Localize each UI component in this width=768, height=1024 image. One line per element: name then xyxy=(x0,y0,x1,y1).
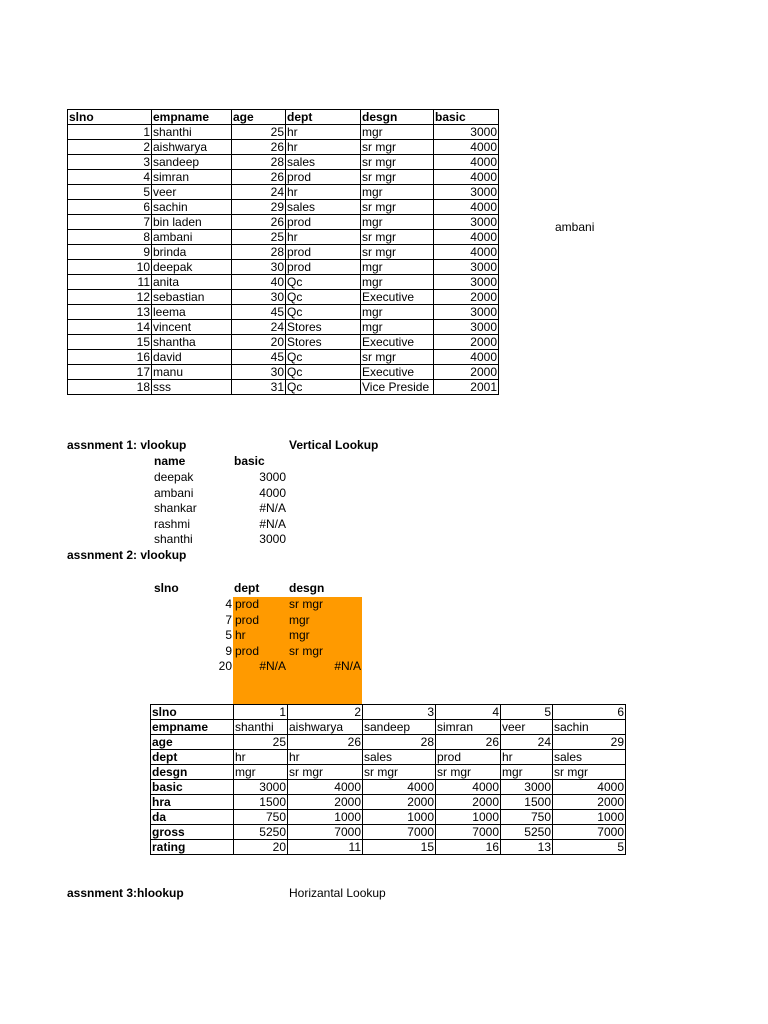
table-row xyxy=(68,305,499,320)
table-row xyxy=(151,810,626,825)
employee-cell-slno: 18 xyxy=(68,380,152,395)
hlookup-cell: 4000 xyxy=(436,780,501,795)
employee-cell-slno: 14 xyxy=(68,320,152,335)
employee-cell-slno: 12 xyxy=(68,290,152,305)
employee-cell-empname: david xyxy=(152,350,232,365)
assignment2-desgn: sr mgr xyxy=(289,597,323,611)
employee-cell-dept: sales xyxy=(286,155,361,170)
hlookup-label-rating: rating xyxy=(151,840,234,855)
hlookup-cell: mgr xyxy=(501,765,553,780)
employee-cell-basic: 4000 xyxy=(434,245,499,260)
assignment1-basic: #N/A xyxy=(259,516,286,531)
hlookup-cell: 3 xyxy=(363,705,436,720)
assignment1-subtitle: Vertical Lookup xyxy=(289,438,379,452)
hlookup-cell: 2000 xyxy=(363,795,436,810)
employee-table xyxy=(67,109,499,395)
table-row xyxy=(68,230,499,245)
employee-cell-basic: 3000 xyxy=(434,185,499,200)
assignment2-dept: prod xyxy=(235,643,260,658)
employee-cell-empname: leema xyxy=(152,305,232,320)
hlookup-cell: sales xyxy=(553,750,626,765)
assignment2-slno: 5 xyxy=(225,628,232,642)
employee-cell-age: 45 xyxy=(232,350,286,365)
employee-cell-desgn: mgr xyxy=(361,215,434,230)
table-row xyxy=(151,735,626,750)
employee-header-row xyxy=(68,110,499,125)
employee-header-slno: slno xyxy=(68,110,152,125)
hlookup-cell: 2000 xyxy=(553,795,626,810)
employee-cell-dept: prod xyxy=(286,245,361,260)
hlookup-label-empname: empname xyxy=(151,720,234,735)
table-row xyxy=(68,260,499,275)
hlookup-cell: 4000 xyxy=(288,780,363,795)
assignment1-basic: 3000 xyxy=(259,470,286,484)
assignment1-name: ambani xyxy=(154,485,194,500)
table-row xyxy=(68,320,499,335)
employee-cell-desgn: mgr xyxy=(361,260,434,275)
employee-cell-age: 26 xyxy=(232,215,286,230)
hlookup-cell: 13 xyxy=(501,840,553,855)
employee-cell-age: 25 xyxy=(232,125,286,140)
employee-cell-slno: 16 xyxy=(68,350,152,365)
table-row xyxy=(151,720,626,735)
employee-cell-dept: hr xyxy=(286,125,361,140)
hlookup-cell: 26 xyxy=(288,735,363,750)
assignment1-name: deepak xyxy=(154,470,194,484)
employee-cell-empname: aishwarya xyxy=(152,140,232,155)
employee-cell-dept: hr xyxy=(286,230,361,245)
table-row xyxy=(68,335,499,350)
employee-cell-slno: 1 xyxy=(68,125,152,140)
hlookup-cell: veer xyxy=(501,720,553,735)
hlookup-cell: shanthi xyxy=(234,720,288,735)
table-row xyxy=(68,215,499,230)
hlookup-cell: hr xyxy=(501,750,553,765)
employee-cell-desgn: mgr xyxy=(361,275,434,290)
employee-cell-age: 25 xyxy=(232,230,286,245)
hlookup-cell: sr mgr xyxy=(288,765,363,780)
employee-cell-dept: Qc xyxy=(286,290,361,305)
hlookup-cell: 1000 xyxy=(436,810,501,825)
assignment1-header-name: name xyxy=(154,454,186,468)
assignment2-dept: prod xyxy=(235,597,260,611)
assignment3-subtitle: Horizantal Lookup xyxy=(289,886,386,900)
hlookup-label-gross: gross xyxy=(151,825,234,840)
table-row xyxy=(151,795,626,810)
employee-cell-desgn: Executive xyxy=(361,290,434,305)
hlookup-label-dept: dept xyxy=(151,750,234,765)
employee-header-empname: empname xyxy=(152,110,232,125)
assignment1-header-basic: basic xyxy=(234,454,265,468)
assignment2-slno: 4 xyxy=(225,597,232,611)
employee-cell-desgn: Executive xyxy=(361,365,434,380)
assignment2-header-desgn: desgn xyxy=(289,581,325,595)
employee-cell-basic: 3000 xyxy=(434,260,499,275)
employee-cell-desgn: mgr xyxy=(361,185,434,200)
table-row xyxy=(68,200,499,215)
side-note: ambani xyxy=(555,220,595,234)
hlookup-cell: sr mgr xyxy=(436,765,501,780)
table-row xyxy=(68,185,499,200)
employee-cell-empname: sss xyxy=(152,380,232,395)
employee-cell-empname: deepak xyxy=(152,260,232,275)
table-row xyxy=(68,365,499,380)
employee-cell-basic: 3000 xyxy=(434,215,499,230)
assignment2-dept: #N/A xyxy=(259,659,286,673)
employee-cell-basic: 3000 xyxy=(434,320,499,335)
hlookup-cell: hr xyxy=(234,750,288,765)
hlookup-label-desgn: desgn xyxy=(151,765,234,780)
employee-cell-desgn: sr mgr xyxy=(361,350,434,365)
employee-cell-slno: 8 xyxy=(68,230,152,245)
employee-cell-dept: Qc xyxy=(286,350,361,365)
hlookup-label-hra: hra xyxy=(151,795,234,810)
employee-cell-basic: 4000 xyxy=(434,230,499,245)
employee-cell-dept: prod xyxy=(286,215,361,230)
employee-cell-age: 28 xyxy=(232,155,286,170)
employee-cell-dept: Stores xyxy=(286,320,361,335)
employee-cell-dept: Qc xyxy=(286,275,361,290)
assignment2-header-dept: dept xyxy=(234,581,260,595)
hlookup-cell: sr mgr xyxy=(363,765,436,780)
employee-cell-basic: 2001 xyxy=(434,380,499,395)
hlookup-cell: 1 xyxy=(234,705,288,720)
hlookup-cell: 750 xyxy=(234,810,288,825)
employee-cell-basic: 3000 xyxy=(434,125,499,140)
hlookup-cell: prod xyxy=(436,750,501,765)
hlookup-label-age: age xyxy=(151,735,234,750)
assignment1-name: shanthi xyxy=(154,532,193,546)
hlookup-cell: sachin xyxy=(553,720,626,735)
employee-cell-desgn: mgr xyxy=(361,125,434,140)
employee-cell-basic: 3000 xyxy=(434,275,499,290)
hlookup-cell: 16 xyxy=(436,840,501,855)
employee-cell-dept: Stores xyxy=(286,335,361,350)
employee-cell-age: 26 xyxy=(232,170,286,185)
employee-cell-desgn: Vice Preside xyxy=(361,380,434,395)
table-row xyxy=(68,155,499,170)
assignment2-slno: 20 xyxy=(218,659,232,673)
employee-cell-basic: 2000 xyxy=(434,335,499,350)
hlookup-cell: 1000 xyxy=(363,810,436,825)
employee-cell-desgn: sr mgr xyxy=(361,170,434,185)
table-row xyxy=(68,275,499,290)
employee-cell-age: 20 xyxy=(232,335,286,350)
assignment1-name: rashmi xyxy=(154,516,191,531)
hlookup-cell: 750 xyxy=(501,810,553,825)
assignment3-title: assnment 3:hlookup xyxy=(67,886,184,900)
hlookup-cell: sandeep xyxy=(363,720,436,735)
employee-cell-slno: 5 xyxy=(68,185,152,200)
employee-cell-slno: 15 xyxy=(68,335,152,350)
employee-cell-slno: 11 xyxy=(68,275,152,290)
hlookup-cell: 5250 xyxy=(234,825,288,840)
table-row xyxy=(68,380,499,395)
employee-cell-empname: shanthi xyxy=(152,125,232,140)
employee-cell-slno: 10 xyxy=(68,260,152,275)
assignment2-desgn: mgr xyxy=(289,628,310,642)
table-row xyxy=(151,765,626,780)
employee-cell-dept: prod xyxy=(286,170,361,185)
table-row xyxy=(68,125,499,140)
employee-cell-basic: 3000 xyxy=(434,305,499,320)
employee-cell-empname: sandeep xyxy=(152,155,232,170)
employee-cell-desgn: mgr xyxy=(361,305,434,320)
hlookup-cell: 25 xyxy=(234,735,288,750)
employee-cell-age: 31 xyxy=(232,380,286,395)
hlookup-cell: 2 xyxy=(288,705,363,720)
employee-cell-dept: sales xyxy=(286,200,361,215)
hlookup-cell: 28 xyxy=(363,735,436,750)
employee-header-desgn: desgn xyxy=(361,110,434,125)
employee-cell-dept: Qc xyxy=(286,305,361,320)
employee-cell-slno: 7 xyxy=(68,215,152,230)
assignment2-desgn: mgr xyxy=(289,612,310,627)
hlookup-cell: 4000 xyxy=(553,780,626,795)
employee-cell-age: 30 xyxy=(232,290,286,305)
employee-cell-dept: Qc xyxy=(286,365,361,380)
employee-cell-basic: 4000 xyxy=(434,170,499,185)
employee-cell-empname: brinda xyxy=(152,245,232,260)
hlookup-cell: 26 xyxy=(436,735,501,750)
employee-cell-dept: prod xyxy=(286,260,361,275)
employee-header-dept: dept xyxy=(286,110,361,125)
assignment1-title: assnment 1: vlookup xyxy=(67,438,187,452)
employee-cell-age: 45 xyxy=(232,305,286,320)
table-row xyxy=(68,170,499,185)
table-row xyxy=(151,705,626,720)
employee-cell-empname: manu xyxy=(152,365,232,380)
employee-cell-empname: sebastian xyxy=(152,290,232,305)
table-row xyxy=(68,350,499,365)
employee-cell-age: 40 xyxy=(232,275,286,290)
employee-cell-slno: 13 xyxy=(68,305,152,320)
employee-cell-desgn: sr mgr xyxy=(361,230,434,245)
table-row xyxy=(151,750,626,765)
hlookup-cell: 20 xyxy=(234,840,288,855)
employee-cell-desgn: mgr xyxy=(361,320,434,335)
assignment2-header-slno: slno xyxy=(154,581,179,595)
hlookup-cell: 7000 xyxy=(553,825,626,840)
hlookup-cell: 1000 xyxy=(553,810,626,825)
hlookup-cell: 5 xyxy=(553,840,626,855)
employee-cell-age: 30 xyxy=(232,365,286,380)
employee-cell-empname: simran xyxy=(152,170,232,185)
assignment1-basic: 4000 xyxy=(259,485,286,500)
employee-cell-basic: 2000 xyxy=(434,365,499,380)
hlookup-cell: 1500 xyxy=(501,795,553,810)
hlookup-label-da: da xyxy=(151,810,234,825)
hlookup-label-basic: basic xyxy=(151,780,234,795)
hlookup-table xyxy=(150,704,626,855)
assignment2-slno: 7 xyxy=(225,612,232,627)
hlookup-cell: 7000 xyxy=(288,825,363,840)
hlookup-cell: 7000 xyxy=(436,825,501,840)
employee-cell-slno: 2 xyxy=(68,140,152,155)
hlookup-cell: 5 xyxy=(501,705,553,720)
employee-cell-basic: 4000 xyxy=(434,200,499,215)
hlookup-cell: hr xyxy=(288,750,363,765)
employee-header-basic: basic xyxy=(434,110,499,125)
employee-cell-age: 24 xyxy=(232,320,286,335)
employee-cell-age: 29 xyxy=(232,200,286,215)
hlookup-cell: simran xyxy=(436,720,501,735)
hlookup-cell: 3000 xyxy=(234,780,288,795)
employee-cell-basic: 4000 xyxy=(434,155,499,170)
table-row xyxy=(151,780,626,795)
hlookup-cell: 11 xyxy=(288,840,363,855)
assignment2-dept: hr xyxy=(235,628,246,642)
assignment2-slno: 9 xyxy=(225,643,232,658)
employee-cell-empname: bin laden xyxy=(152,215,232,230)
employee-cell-dept: hr xyxy=(286,140,361,155)
employee-cell-basic: 2000 xyxy=(434,290,499,305)
hlookup-cell: 6 xyxy=(553,705,626,720)
employee-cell-age: 30 xyxy=(232,260,286,275)
employee-cell-slno: 9 xyxy=(68,245,152,260)
hlookup-cell: 1500 xyxy=(234,795,288,810)
hlookup-cell: sr mgr xyxy=(553,765,626,780)
assignment2-desgn: sr mgr xyxy=(289,643,323,658)
employee-cell-desgn: sr mgr xyxy=(361,155,434,170)
employee-cell-slno: 3 xyxy=(68,155,152,170)
employee-cell-desgn: sr mgr xyxy=(361,245,434,260)
employee-cell-slno: 6 xyxy=(68,200,152,215)
employee-cell-age: 24 xyxy=(232,185,286,200)
employee-cell-dept: Qc xyxy=(286,380,361,395)
hlookup-cell: 29 xyxy=(553,735,626,750)
hlookup-cell: 3000 xyxy=(501,780,553,795)
employee-cell-slno: 17 xyxy=(68,365,152,380)
employee-cell-basic: 4000 xyxy=(434,140,499,155)
table-row xyxy=(68,140,499,155)
employee-cell-age: 26 xyxy=(232,140,286,155)
hlookup-cell: 4 xyxy=(436,705,501,720)
hlookup-cell: 24 xyxy=(501,735,553,750)
employee-cell-empname: ambani xyxy=(152,230,232,245)
employee-cell-empname: shantha xyxy=(152,335,232,350)
employee-cell-empname: anita xyxy=(152,275,232,290)
employee-cell-empname: vincent xyxy=(152,320,232,335)
employee-cell-empname: sachin xyxy=(152,200,232,215)
assignment1-basic: #N/A xyxy=(259,501,286,515)
employee-header-age: age xyxy=(232,110,286,125)
employee-cell-dept: hr xyxy=(286,185,361,200)
hlookup-cell: sales xyxy=(363,750,436,765)
employee-cell-basic: 4000 xyxy=(434,350,499,365)
table-row xyxy=(151,825,626,840)
hlookup-cell: 5250 xyxy=(501,825,553,840)
employee-cell-desgn: Executive xyxy=(361,335,434,350)
hlookup-cell: 7000 xyxy=(363,825,436,840)
assignment1-name: shankar xyxy=(154,501,197,515)
hlookup-cell: aishwarya xyxy=(288,720,363,735)
employee-cell-desgn: sr mgr xyxy=(361,140,434,155)
hlookup-cell: 2000 xyxy=(436,795,501,810)
assignment2-desgn: #N/A xyxy=(334,659,361,673)
hlookup-cell: 15 xyxy=(363,840,436,855)
employee-cell-desgn: sr mgr xyxy=(361,200,434,215)
employee-cell-age: 28 xyxy=(232,245,286,260)
assignment2-title: assnment 2: vlookup xyxy=(67,548,187,562)
hlookup-cell: 2000 xyxy=(288,795,363,810)
assignment1-basic: 3000 xyxy=(259,532,286,546)
table-row xyxy=(68,290,499,305)
employee-cell-slno: 4 xyxy=(68,170,152,185)
assignment2-dept: prod xyxy=(235,612,260,627)
hlookup-cell: 1000 xyxy=(288,810,363,825)
hlookup-cell: mgr xyxy=(234,765,288,780)
table-row xyxy=(68,245,499,260)
employee-cell-empname: veer xyxy=(152,185,232,200)
hlookup-cell: 4000 xyxy=(363,780,436,795)
table-row xyxy=(151,840,626,855)
hlookup-label-slno: slno xyxy=(151,705,234,720)
